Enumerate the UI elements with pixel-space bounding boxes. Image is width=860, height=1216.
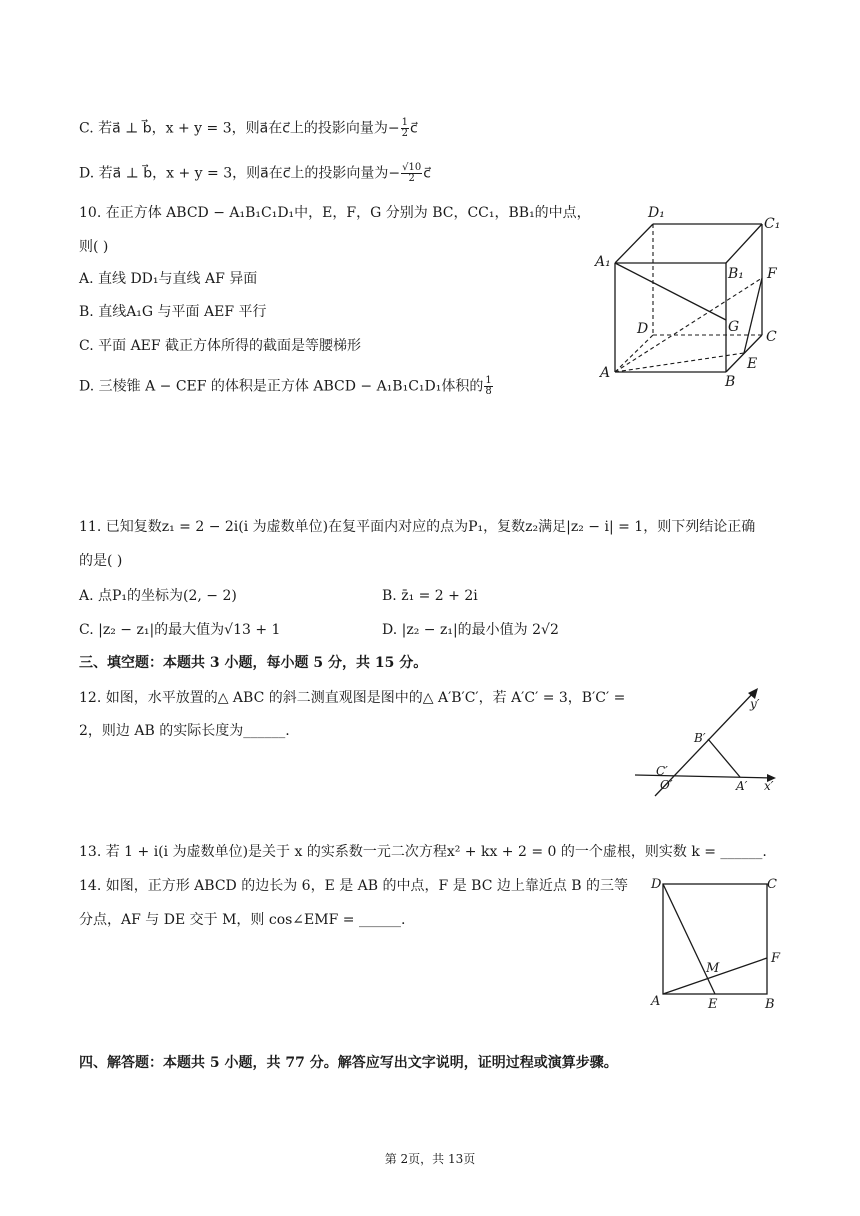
q14-line2: 分点，AF 与 DE 交于 M，则 cos∠EMF = ______. bbox=[79, 912, 406, 928]
edge-a-d bbox=[615, 335, 653, 372]
square-figure bbox=[645, 868, 795, 1018]
label-d1: D₁ bbox=[648, 205, 665, 221]
segment-e-f bbox=[744, 278, 762, 353]
label-f: F bbox=[771, 951, 781, 966]
label-b: B bbox=[765, 997, 775, 1012]
q9-option-c-fraction: $\frac{1}{2}$ bbox=[401, 117, 409, 139]
q14-line1: 14. 如图，正方形 ABCD 的边长为 6，E 是 AB 的中点，F 是 BC 边上靠近点 B 的三等 bbox=[79, 878, 629, 894]
square-abcd bbox=[663, 884, 767, 994]
label-c: C bbox=[766, 329, 777, 345]
label-c: C bbox=[767, 877, 777, 892]
segment-d-e bbox=[663, 884, 715, 994]
label-e: E bbox=[708, 997, 718, 1012]
q10-stem-line1: 10. 在正方体 ABCD − A₁B₁C₁D₁中，E，F，G 分别为 BC，CC₁，BB₁的中点， bbox=[79, 205, 591, 221]
edge-a1-d1 bbox=[615, 224, 653, 263]
q11-stem-line2: 的是( ) bbox=[79, 553, 123, 569]
q10-option-d: D. 三棱锥 A − CEF 的体积是正方体 ABCD − A₁B₁C₁D₁体积的 $\frac{1}{8}$ bbox=[79, 375, 492, 397]
q11-option-a: A. 点P₁的坐标为(2, − 2) bbox=[79, 588, 237, 604]
q11-option-b: B. z̄₁ = 2 + 2i bbox=[382, 588, 478, 604]
q10-option-c: C. 平面 AEF 截正方体所得的截面是等腰梯形 bbox=[79, 338, 362, 354]
q9-option-d: D. 若a⃗ ⊥ b⃗，x + y = 3，则a⃗在c⃗上的投影向量为− $\frac{√10}{2}$ c⃗ bbox=[79, 162, 431, 184]
edge-b1-c1 bbox=[726, 224, 762, 263]
segment-a-e bbox=[615, 353, 744, 372]
label-b1: B₁ bbox=[728, 266, 744, 282]
q12-line1: 12. 如图，水平放置的△ ABC 的斜二测直观图是图中的△ A′B′C′，若 A′C′ = 3，B′C′ = bbox=[79, 690, 626, 706]
cube-figure bbox=[590, 200, 790, 390]
label-e: E bbox=[747, 356, 758, 372]
label-d: D bbox=[651, 877, 662, 892]
q12-line2: 2，则边 AB 的实际长度为______. bbox=[79, 723, 290, 739]
label-c-prime: C′ bbox=[656, 764, 668, 778]
segment-b-a bbox=[708, 739, 740, 777]
section-3-heading: 三、填空题：本题共 3 小题，每小题 5 分，共 15 分。 bbox=[79, 655, 428, 671]
label-b: B bbox=[725, 374, 736, 390]
label-a1: A₁ bbox=[595, 254, 611, 270]
oblique-projection-figure bbox=[630, 682, 790, 802]
label-o-prime: O′ bbox=[660, 778, 673, 792]
q11-option-d: D. |z₂ − z₁|的最小值为 2√2 bbox=[382, 622, 559, 638]
label-d: D bbox=[637, 321, 649, 337]
q10-option-b: B. 直线A₁G 与平面 AEF 平行 bbox=[79, 304, 267, 320]
label-c1: C₁ bbox=[764, 216, 781, 232]
section-4-heading: 四、解答题：本题共 5 小题，共 77 分。解答应写出文字说明，证明过程或演算步骤。 bbox=[79, 1055, 618, 1071]
q9-option-d-fraction: $\frac{√10}{2}$ bbox=[402, 162, 422, 184]
q13-line: 13. 若 1 + i(i 为虚数单位)是关于 x 的实系数一元二次方程x² + kx + 2 = 0 的一个虚根，则实数 k = ______. bbox=[79, 844, 767, 860]
label-g: G bbox=[728, 319, 740, 335]
q11-option-c: C. |z₂ − z₁|的最大值为√13 + 1 bbox=[79, 622, 281, 638]
label-b-prime: B′ bbox=[694, 731, 706, 745]
q9-option-c: C. 若a⃗ ⊥ b⃗，x + y = 3，则a⃗在c⃗上的投影向量为− $\frac{1}{2}$ c⃗ bbox=[79, 117, 418, 139]
label-a: A bbox=[600, 365, 611, 381]
label-y-prime: y′ bbox=[750, 697, 760, 711]
q10-option-a: A. 直线 DD₁与直线 AF 异面 bbox=[79, 271, 258, 287]
label-a: A bbox=[651, 994, 661, 1009]
label-a-prime: A′ bbox=[736, 779, 748, 793]
page-footer: 第 2页，共 13页 bbox=[384, 1152, 476, 1166]
q11-stem-line1: 11. 已知复数z₁ = 2 − 2i(i 为虚数单位)在复平面内对应的点为P₁，复数z₂满足|z₂ − i| = 1，则下列结论正确 bbox=[79, 519, 756, 535]
label-x-prime: x′ bbox=[764, 779, 774, 793]
label-f: F bbox=[767, 266, 777, 282]
q10-option-d-fraction: $\frac{1}{8}$ bbox=[485, 375, 492, 397]
label-m: M bbox=[706, 961, 720, 976]
q10-stem-line2: 则( ) bbox=[79, 239, 109, 255]
